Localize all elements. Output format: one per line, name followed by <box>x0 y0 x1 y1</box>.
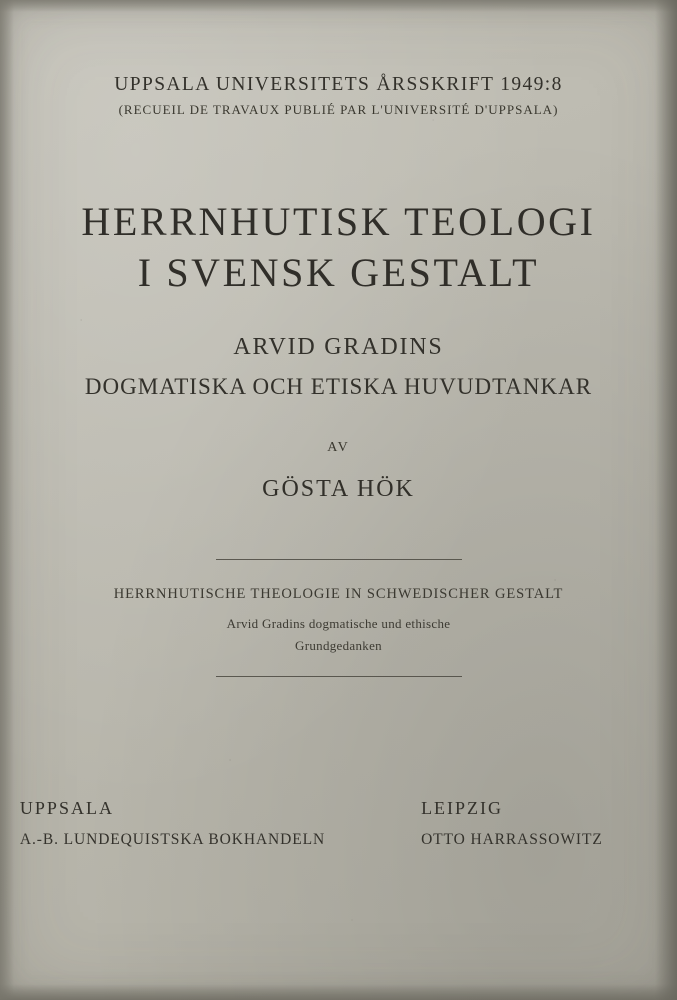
series-statement-primary: UPPSALA UNIVERSITETS ÅRSSKRIFT 1949:8 <box>114 74 563 95</box>
imprint-city: UPPSALA <box>19 798 114 818</box>
page-title <box>81 196 595 298</box>
subtitle-line-1: ARVID GRADINS <box>233 334 444 361</box>
imprint-publisher: OTTO HARRASSOWITZ <box>421 831 603 848</box>
imprint-entry-leipzig <box>421 798 657 849</box>
series-statement-secondary: (RECUEIL DE TRAVAUX PUBLIÉ PAR L'UNIVERSITÉ D'UPPSALA) <box>118 102 559 117</box>
title-line-1: HERRNHUTISK TEOLOGI <box>81 199 596 244</box>
author-name: GÖSTA HÖK <box>262 476 415 503</box>
imprint-publisher: A.-B. LUNDEQUISTSKA BOKHANDELN <box>19 831 326 848</box>
subtitle-line-2: DOGMATISKA OCH ETISKA HUVUDTANKAR <box>84 374 593 400</box>
alternate-title: HERRNHUTISCHE THEOLOGIE IN SCHWEDISCHER GESTALT <box>113 586 564 603</box>
divider-rule-bottom <box>216 676 462 677</box>
alternate-subtitle-line-1: Arvid Gradins dogmatische und ethische <box>226 616 451 632</box>
byline-preposition: AV <box>327 440 350 456</box>
imprint-entry-uppsala <box>20 798 325 849</box>
title-line-2: I SVENSK GESTALT <box>137 250 540 296</box>
imprint-city: LEIPZIG <box>421 798 504 818</box>
imprint-block <box>0 798 677 849</box>
divider-rule-top <box>216 559 462 560</box>
alternate-subtitle-line-2: Grundgedanken <box>295 638 382 654</box>
